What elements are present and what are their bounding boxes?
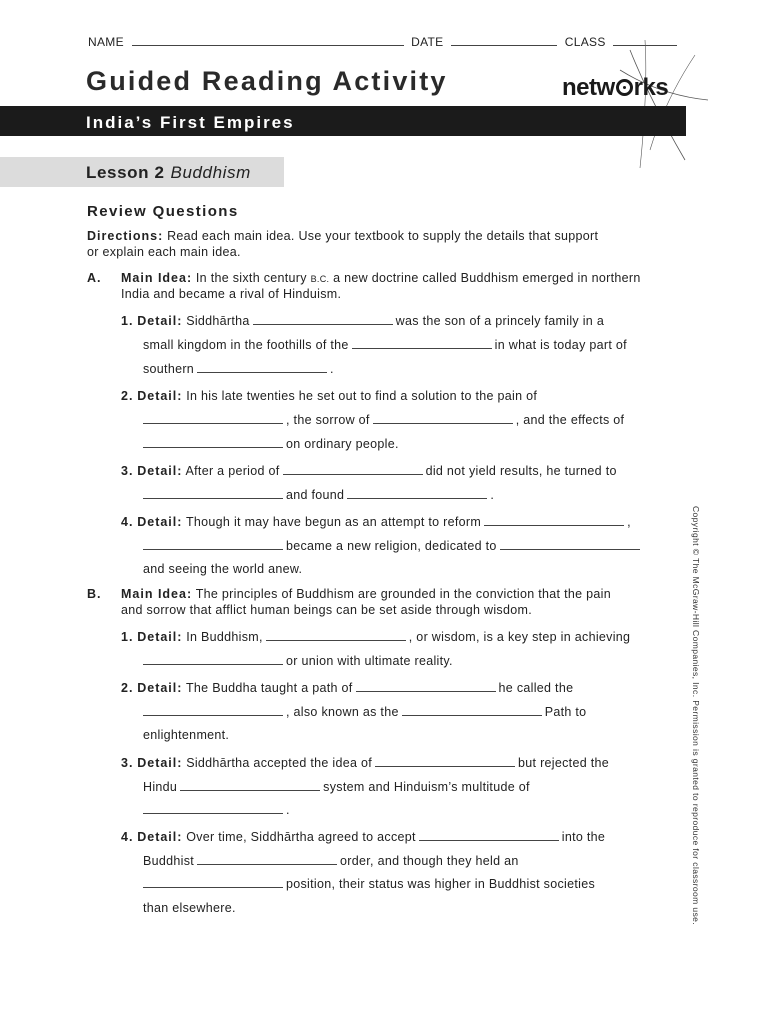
answer-blank[interactable] [197, 361, 327, 373]
answer-blank[interactable] [143, 412, 283, 424]
detail-text: After a period of [185, 464, 280, 478]
detail-text: Though it may have begun as an attempt to reform [185, 515, 482, 529]
detail-text: system and Hinduism’s multitude of [323, 780, 530, 794]
detail-text: Hindu [143, 780, 178, 794]
answer-blank[interactable] [143, 436, 283, 448]
detail-label: Detail: [137, 464, 183, 478]
answer-blank[interactable] [143, 538, 283, 550]
answer-blank[interactable] [197, 853, 337, 865]
detail-number: 4. [121, 830, 134, 844]
main-idea-text: In the sixth century [195, 271, 311, 285]
directions-line2: or explain each main idea. [87, 245, 241, 259]
detail-text: did not yield results, he turned to [425, 464, 617, 478]
answer-blank[interactable] [500, 538, 640, 550]
detail-a1-line1 [121, 313, 604, 329]
answer-blank[interactable] [356, 680, 496, 692]
answer-blank[interactable] [143, 802, 283, 814]
main-idea-text: The principles of Buddhism are grounded in the conviction that the pain [195, 587, 611, 601]
section-b-main-line2: and sorrow that afflict human beings can be set aside through wisdom. [121, 603, 532, 617]
detail-number: 3. [121, 756, 134, 770]
detail-label: Detail: [137, 756, 183, 770]
name-label: NAME [88, 35, 124, 49]
detail-b2-line1 [121, 680, 573, 696]
answer-blank[interactable] [375, 755, 515, 767]
detail-b4-line2 [143, 853, 519, 869]
page-title: Guided Reading Activity [86, 66, 448, 96]
detail-text: or union with ultimate reality. [286, 654, 453, 668]
detail-number: 1. [121, 314, 134, 328]
detail-text: Over time, Siddhārtha agreed to accept [186, 830, 416, 844]
chapter-title: India’s First Empires [86, 113, 295, 132]
detail-b3-line3 [140, 802, 290, 818]
directions-line1 [87, 228, 598, 244]
detail-text: was the son of a princely family in a [395, 314, 605, 328]
detail-b4-line3 [140, 876, 595, 892]
detail-text: . [286, 803, 290, 817]
detail-number: 2. [121, 389, 134, 403]
detail-text: , or wisdom, is a key step in achieving [408, 630, 631, 644]
name-field[interactable] [132, 34, 404, 46]
detail-b3-line1 [121, 755, 609, 771]
detail-b2-line3: enlightenment. [143, 728, 230, 742]
lesson-number: Lesson 2 [86, 163, 165, 182]
detail-text: , [627, 515, 631, 529]
detail-label: Detail: [137, 389, 183, 403]
copyright-notice: Copyright © The McGraw-Hill Companies, Inc. Permission is granted to reproduce for classroom use. [691, 506, 701, 926]
detail-b2-line2 [140, 704, 586, 720]
answer-blank[interactable] [143, 876, 283, 888]
detail-text: , and the effects of [515, 413, 625, 427]
detail-text: position, their status was higher in Buddhist societies [286, 877, 596, 891]
detail-b4-line4: than elsewhere. [143, 901, 236, 915]
detail-a3-line1 [121, 463, 617, 479]
section-b-letter: B. [87, 587, 102, 601]
detail-b1-line1 [121, 629, 630, 645]
main-idea-label: Main Idea: [121, 271, 193, 285]
review-questions-heading: Review Questions [87, 203, 239, 220]
detail-text: Siddhārtha [186, 314, 250, 328]
detail-text: , also known as the [286, 705, 399, 719]
detail-text: In Buddhism, [186, 630, 263, 644]
networks-logo [562, 74, 668, 102]
detail-label: Detail: [137, 630, 183, 644]
detail-text: in what is today part of [494, 338, 627, 352]
answer-blank[interactable] [373, 412, 513, 424]
detail-a4-line2 [140, 538, 643, 554]
detail-label: Detail: [137, 515, 183, 529]
section-b-main-line1 [121, 586, 611, 602]
answer-blank[interactable] [253, 313, 393, 325]
lesson-heading [86, 163, 251, 183]
detail-a1-line2 [143, 337, 627, 353]
detail-text: but rejected the [518, 756, 610, 770]
answer-blank[interactable] [143, 653, 283, 665]
detail-text: In his late twenties he set out to find a solution to the pain of [186, 389, 538, 403]
answer-blank[interactable] [484, 514, 624, 526]
answer-blank[interactable] [143, 704, 283, 716]
detail-text: on ordinary people. [286, 437, 399, 451]
date-field[interactable] [451, 34, 557, 46]
logo-text-start: netw [562, 74, 615, 101]
detail-b3-line2 [143, 779, 530, 795]
detail-a1-line3 [143, 361, 334, 377]
detail-b4-line1 [121, 829, 605, 845]
detail-a2-line3 [140, 436, 399, 452]
answer-blank[interactable] [347, 487, 487, 499]
detail-text: Path to [544, 705, 587, 719]
detail-label: Detail: [137, 314, 183, 328]
section-a-letter: A. [87, 271, 102, 285]
answer-blank[interactable] [352, 337, 492, 349]
answer-blank[interactable] [180, 779, 320, 791]
answer-blank[interactable] [266, 629, 406, 641]
answer-blank[interactable] [143, 487, 283, 499]
section-a-main-line1 [121, 270, 641, 287]
detail-a2-line2 [140, 412, 624, 428]
detail-a3-line2 [140, 487, 494, 503]
detail-text: became a new religion, dedicated to [286, 539, 497, 553]
logo-o-icon [616, 79, 633, 96]
detail-text: , the sorrow of [286, 413, 370, 427]
detail-label: Detail: [137, 830, 183, 844]
section-a-main-line2: India and became a rival of Hinduism. [121, 287, 342, 301]
detail-a4-line1 [121, 514, 631, 530]
detail-text: order, and though they held an [340, 854, 519, 868]
answer-blank[interactable] [283, 463, 423, 475]
detail-text: southern [143, 362, 195, 376]
detail-a4-line3: and seeing the world anew. [143, 562, 303, 576]
detail-text: The Buddha taught a path of [185, 681, 353, 695]
swirl-decoration [590, 40, 710, 170]
detail-text: Buddhist [143, 854, 195, 868]
detail-number: 2. [121, 681, 134, 695]
answer-blank[interactable] [402, 704, 542, 716]
detail-number: 1. [121, 630, 134, 644]
lesson-topic: Buddhism [170, 163, 251, 182]
detail-text: . [330, 362, 334, 376]
detail-text: small kingdom in the foothills of the [143, 338, 349, 352]
detail-text: he called the [498, 681, 574, 695]
detail-number: 3. [121, 464, 134, 478]
detail-text: . [490, 488, 495, 502]
logo-text-end: rks [633, 74, 669, 101]
detail-number: 4. [121, 515, 134, 529]
detail-text: into the [561, 830, 606, 844]
main-idea-text-cont: a new doctrine called Buddhism emerged in northern [329, 271, 641, 285]
date-label: DATE [411, 35, 444, 49]
detail-label: Detail: [137, 681, 183, 695]
main-idea-label: Main Idea: [121, 587, 193, 601]
directions-text1: Read each main idea. Use your textbook to supply the details that support [167, 229, 599, 243]
class-label: CLASS [564, 35, 606, 49]
bc-abbr: B.C. [310, 274, 330, 284]
answer-blank[interactable] [419, 829, 559, 841]
detail-text: Siddhārtha accepted the idea of [186, 756, 373, 770]
detail-text: and found [286, 488, 345, 502]
directions-label: Directions: [87, 229, 164, 243]
detail-a2-line1 [121, 388, 537, 404]
detail-b1-line2 [140, 653, 453, 669]
